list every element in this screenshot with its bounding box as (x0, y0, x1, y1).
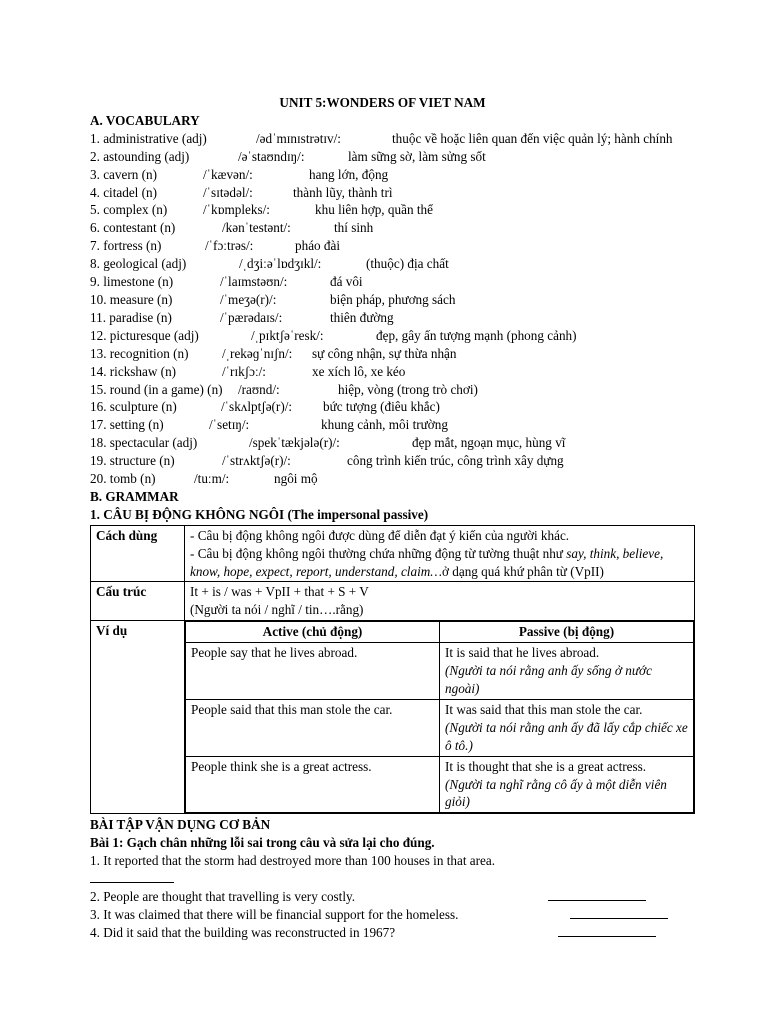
vocab-word: 8. geological (adj) (90, 256, 187, 272)
vocab-word: 14. rickshaw (n) (90, 363, 177, 379)
vocab-meaning: công trình kiến trúc, công trình xây dựng (347, 453, 564, 469)
passive-translation: (Người ta nói rằng anh ấy đã lấy cắp chiếc xe ô tô.) (445, 719, 688, 753)
active-example: People say that he lives abroad. (186, 643, 440, 700)
vocab-meaning: thiên đường (330, 309, 394, 325)
vocab-meaning: ngôi mộ (274, 471, 318, 487)
vocab-phonetic: /tuːm/: (194, 471, 230, 487)
active-header: Active (chủ động) (186, 622, 440, 643)
vocab-entry (90, 184, 695, 202)
vocab-entry (90, 166, 695, 184)
answer-blank[interactable] (548, 888, 646, 901)
section-vocabulary-heading: A. VOCABULARY (90, 112, 200, 128)
vocab-word: 6. contestant (n) (90, 220, 176, 236)
exercise-item: 2. People are thought that travelling is very costly. (90, 889, 356, 905)
vocab-word: 1. administrative (adj) (90, 130, 207, 146)
vocab-word: 15. round (in a game) (n) (90, 381, 223, 397)
usage-line-2-text: - Câu bị động không ngôi thường chứa những động từ tường thuật như (190, 545, 567, 561)
vocab-phonetic: /ˌpɪktʃəˈresk/: (251, 327, 324, 343)
vocab-entry (90, 130, 695, 148)
vocab-entry (90, 237, 695, 255)
exercise-row (90, 888, 695, 906)
vocab-entry (90, 345, 695, 363)
vocab-meaning: hang lớn, động (309, 166, 389, 182)
vocab-phonetic: /ˈrɪkʃɔː/: (222, 363, 266, 379)
vocab-entry (90, 148, 695, 166)
vocab-word: 18. spectacular (adj) (90, 435, 198, 451)
structure-label: Cấu trúc (91, 582, 185, 621)
passive-header: Passive (bị động) (440, 622, 694, 643)
usage-line-2-end: ở dạng quá khứ phân từ (VpII) (441, 563, 604, 579)
vocab-meaning: khung cảnh, môi trường (321, 417, 448, 433)
passive-translation: (Người ta nghĩ rằng cô ấy à một diễn viên giỏi) (445, 776, 667, 810)
vocab-phonetic: /ˈlaɪmstəʊn/: (220, 274, 288, 290)
vocabulary-list (90, 130, 695, 488)
vocab-entry (90, 201, 695, 219)
vocab-word: 20. tomb (n) (90, 471, 156, 487)
passive-example (440, 756, 694, 813)
reporting-verbs: say, think, believe, know, hope, expect, report, understand, claim… (190, 545, 664, 579)
vocab-meaning: thuộc về hoặc liên quan đến việc quản lý; hành chính (392, 130, 673, 146)
vocab-word: 5. complex (n) (90, 202, 168, 218)
example-table (185, 621, 694, 813)
vocab-word: 2. astounding (adj) (90, 148, 190, 164)
vocab-word: 16. sculpture (n) (90, 399, 177, 415)
vocab-meaning: đẹp, gây ấn tượng mạnh (phong cảnh) (376, 327, 577, 343)
vocab-entry (90, 255, 695, 273)
vocab-entry (90, 219, 695, 237)
vocab-word: 10. measure (n) (90, 291, 173, 307)
section-grammar-heading: B. GRAMMAR (90, 488, 179, 504)
vocab-word: 11. paradise (n) (90, 309, 172, 325)
active-example: People think she is a great actress. (186, 756, 440, 813)
vocab-phonetic: /ˌrekəɡˈnɪʃn/: (222, 345, 293, 361)
answer-line[interactable] (90, 870, 695, 888)
vocab-word: 7. fortress (n) (90, 238, 162, 254)
vocab-meaning: bức tượng (điêu khắc) (323, 399, 440, 415)
vocab-word: 19. structure (n) (90, 453, 175, 469)
exercise-1-title: Bài 1: Gạch chân những lỗi sai trong câu và sửa lại cho đúng. (90, 835, 435, 851)
vocab-phonetic: /əˈstaʊndɪŋ/: (238, 148, 305, 164)
vocab-meaning: biện pháp, phương sách (330, 291, 456, 307)
passive-translation: (Người ta nói rằng anh ấy sống ở nước ngoài) (445, 663, 652, 696)
vocab-word: 17. setting (n) (90, 417, 164, 433)
vocab-phonetic: /ˌdʒiːəˈlɒdʒɪkl/: (239, 256, 322, 272)
example-label: Ví dụ (91, 621, 185, 814)
active-example: People said that this man stole the car. (186, 699, 440, 756)
vocab-meaning: sự công nhận, sự thừa nhận (312, 345, 457, 361)
passive-sentence: It was said that this man stole the car. (445, 701, 643, 717)
vocab-meaning: hiệp, vòng (trong trò chơi) (338, 381, 478, 397)
usage-label: Cách dùng (91, 525, 185, 582)
answer-blank[interactable] (558, 924, 656, 937)
vocab-entry (90, 291, 695, 309)
vocab-meaning: đẹp mắt, ngoạn mục, hùng vĩ (412, 435, 566, 451)
vocab-entry (90, 416, 695, 434)
vocab-phonetic: /ˈskʌlptʃə(r)/: (221, 399, 293, 415)
vocab-meaning: làm sững sờ, làm sửng sốt (348, 148, 486, 164)
vocab-word: 9. limestone (n) (90, 274, 174, 290)
vocab-word: 12. picturesque (adj) (90, 327, 199, 343)
exercise-item: 1. It reported that the storm had destroyed more than 100 houses in that area. (90, 853, 496, 869)
vocab-entry (90, 434, 695, 452)
vocab-phonetic: /ədˈmɪnɪstrətɪv/: (256, 130, 341, 146)
exercise-item: 4. Did it said that the building was reconstructed in 1967? (90, 925, 396, 941)
vocab-meaning: thành lũy, thành trì (293, 184, 393, 200)
vocab-phonetic: /ˈmeʒə(r)/: (220, 291, 277, 307)
unit-title: UNIT 5:WONDERS OF VIET NAM (279, 95, 486, 110)
exercise-row (90, 924, 695, 942)
vocab-phonetic: /kənˈtestənt/: (222, 220, 291, 236)
passive-example (440, 643, 694, 700)
vocab-word: 13. recognition (n) (90, 345, 189, 361)
usage-line-2 (190, 545, 689, 581)
vocab-word: 3. cavern (n) (90, 166, 157, 182)
vocab-phonetic: /ˈstrʌktʃə(r)/: (222, 453, 291, 469)
vocab-entry (90, 309, 695, 327)
document-page (90, 94, 695, 942)
structure-meaning: (Người ta nói / nghĩ / tin….rằng) (190, 602, 364, 618)
exercise-row (90, 906, 695, 924)
usage-cell (185, 525, 695, 582)
vocab-phonetic: /ˈfɔːtrəs/: (205, 238, 254, 254)
example-cell (185, 621, 695, 814)
vocab-meaning: khu liên hợp, quần thể (315, 202, 433, 218)
vocab-phonetic: /ˈkɒmpleks/: (203, 202, 270, 218)
vocab-entry (90, 398, 695, 416)
vocab-meaning: đá vôi (330, 274, 363, 290)
vocab-phonetic: /ˈsɪtədəl/: (203, 184, 253, 200)
vocab-entry (90, 273, 695, 291)
grammar-topic-title: 1. CÂU BỊ ĐỘNG KHÔNG NGÔI (The impersonal passive) (90, 506, 429, 522)
vocab-entry (90, 381, 695, 399)
passive-sentence: It is said that he lives abroad. (445, 645, 600, 661)
passive-sentence: It is thought that she is a great actress. (445, 758, 647, 774)
vocab-word: 4. citadel (n) (90, 184, 158, 200)
vocab-phonetic: /ˈkævən/: (203, 166, 253, 182)
vocab-entry (90, 470, 695, 488)
vocab-meaning: (thuộc) địa chất (366, 256, 449, 272)
vocab-phonetic: /ˈsetɪŋ/: (209, 417, 250, 433)
vocab-entry (90, 327, 695, 345)
vocab-entry (90, 452, 695, 470)
vocab-meaning: thí sinh (334, 220, 374, 236)
vocab-entry (90, 363, 695, 381)
exercise-item: 3. It was claimed that there will be financial support for the homeless. (90, 907, 459, 923)
structure-formula: It + is / was + VpII + that + S + V (190, 584, 369, 600)
answer-blank[interactable] (570, 906, 668, 919)
structure-cell (185, 582, 695, 621)
passive-example (440, 699, 694, 756)
vocab-meaning: xe xích lô, xe kéo (312, 363, 406, 379)
vocab-phonetic: /spekˈtækjələ(r)/: (249, 435, 340, 451)
vocab-phonetic: /ˈpærədaɪs/: (220, 309, 283, 325)
grammar-table (90, 525, 695, 815)
practice-heading: BÀI TẬP VẬN DỤNG CƠ BẢN (90, 817, 271, 833)
vocab-phonetic: /raʊnd/: (238, 381, 280, 397)
answer-blank[interactable] (90, 870, 174, 883)
vocab-meaning: pháo đài (295, 238, 341, 254)
usage-line-1: - Câu bị động không ngôi được dùng để diễn đạt ý kiến của người khác. (190, 527, 570, 543)
